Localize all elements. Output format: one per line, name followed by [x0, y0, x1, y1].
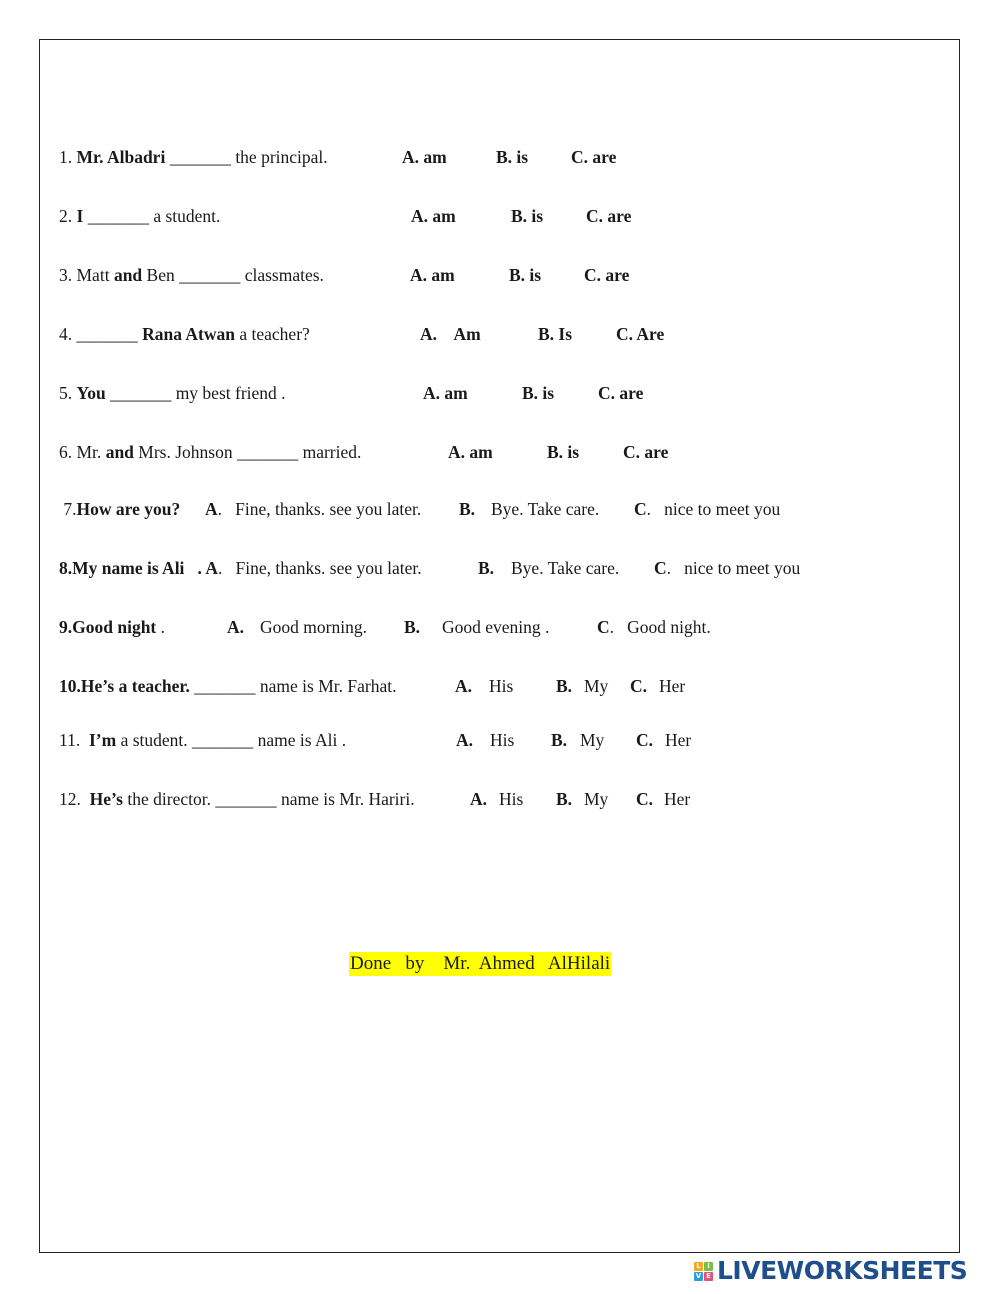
q6-option-b[interactable]: B. is — [547, 442, 580, 462]
q11-option-b[interactable] — [551, 729, 567, 751]
q10-option-c[interactable] — [630, 675, 647, 697]
q10-option-a-text: His — [489, 676, 514, 696]
q3-option-b[interactable]: B. is — [509, 265, 542, 285]
q1-option-c[interactable]: C. are — [571, 147, 617, 167]
q1-option-b[interactable]: B. is — [496, 147, 529, 167]
q2-text-segment: _______ a student. — [83, 206, 221, 226]
q3-text-segment: 3. Matt — [59, 265, 114, 285]
q12-option-a-text: His — [499, 789, 524, 809]
q3-text-segment: Ben _______ classmates. — [142, 265, 324, 285]
q4-option-b[interactable]: B. Is — [538, 324, 573, 344]
q8-option-c[interactable] — [654, 557, 800, 579]
q5-option-c[interactable]: C. are — [598, 383, 644, 403]
q11-option-c-letter: C. — [636, 730, 654, 750]
author-credit: Done by Mr. Ahmed AlHilali — [350, 953, 611, 974]
q2-option-a[interactable]: A. am — [411, 206, 456, 226]
q5-text-segment: You — [76, 383, 106, 403]
q12-option-a[interactable] — [470, 788, 487, 810]
liveworksheets-logo[interactable] — [694, 1257, 967, 1285]
question-12 — [59, 788, 415, 810]
q7-option-c-letter: C — [634, 499, 647, 519]
q8-option-c-text: . nice to meet you — [666, 558, 801, 578]
q9-option-b-letter: B. — [404, 617, 421, 637]
q6-option-a[interactable]: A. am — [448, 442, 493, 462]
q11-bold: I’m — [88, 730, 117, 750]
q11-rest: a student. _______ name is Ali . — [116, 730, 347, 750]
q8-option-a-text[interactable]: . Fine, thanks. see you later. — [217, 558, 422, 578]
q7-option-c[interactable] — [634, 498, 780, 520]
logo-tile-v: V — [695, 1271, 702, 1280]
q10-prompt: 10.He’s a teacher. — [59, 676, 190, 696]
q11-option-b-letter: B. — [551, 730, 568, 750]
question-6 — [59, 441, 361, 463]
q3-text-segment: and — [113, 265, 143, 285]
q12-bold: He’s — [89, 789, 123, 809]
q2-text-segment: 2. — [59, 206, 77, 226]
q2-option-b[interactable]: B. is — [511, 206, 544, 226]
q5-option-b[interactable]: B. is — [522, 383, 555, 403]
q11-option-a-text: His — [490, 730, 515, 750]
q10-option-c-letter: C. — [630, 676, 648, 696]
q10-option-a[interactable] — [455, 675, 472, 697]
q4-text-segment: 4. _______ — [59, 324, 143, 344]
q10-option-b[interactable] — [556, 675, 572, 697]
q11-option-c[interactable] — [636, 729, 653, 751]
q7-number: 7. — [59, 499, 77, 519]
q7-option-b[interactable] — [459, 498, 475, 520]
q11-option-b-text: My — [580, 730, 605, 750]
q4-text-segment: Rana Atwan — [142, 324, 235, 344]
q12-option-c-text: Her — [664, 789, 691, 809]
q9-option-c-letter: C — [597, 617, 610, 637]
q10-option-b-letter: B. — [556, 676, 573, 696]
question-8 — [59, 557, 422, 579]
q9-option-b[interactable] — [404, 616, 420, 638]
q4-option-a[interactable]: A. Am — [420, 324, 481, 344]
q12-option-b[interactable] — [556, 788, 572, 810]
q9-option-c-text: . Good night. — [609, 617, 711, 637]
q1-text-segment: Mr. Albadri — [76, 147, 166, 167]
q9-option-a-letter: A. — [227, 617, 245, 637]
q7-option-a[interactable] — [205, 498, 421, 520]
q8-option-b[interactable] — [478, 557, 494, 579]
q6-text-segment: Mrs. Johnson _______ married. — [133, 442, 362, 462]
q6-text-segment: 6. Mr. — [59, 442, 106, 462]
q7-option-b-letter: B. — [459, 499, 476, 519]
q9-prompt: 9.Good night — [59, 617, 157, 637]
q9-option-a-text: Good morning. — [260, 617, 367, 637]
q12-option-a-letter: A. — [470, 789, 488, 809]
q12-option-b-text: My — [584, 789, 609, 809]
q10-option-c-text: Her — [659, 676, 686, 696]
q7-prompt: How are you? — [76, 499, 181, 519]
logo-tile-i: I — [704, 1262, 713, 1271]
q8-option-b-text: Bye. Take care. — [511, 558, 620, 578]
q10-option-a-letter: A. — [455, 676, 473, 696]
question-9 — [59, 616, 165, 638]
q3-option-c[interactable]: C. are — [584, 265, 630, 285]
question-7 — [59, 498, 180, 520]
q12-rest: the director. _______ name is Mr. Hariri. — [123, 789, 415, 809]
logo-wordmark: LIVEWORKSHEETS — [717, 1256, 968, 1285]
question-11 — [59, 729, 346, 751]
question-10 — [59, 675, 396, 697]
q2-text-segment: I — [76, 206, 84, 226]
q12-option-c[interactable] — [636, 788, 653, 810]
q9-option-a[interactable] — [227, 616, 244, 638]
q11-option-a[interactable] — [456, 729, 473, 751]
q8-option-b-letter: B. — [478, 558, 495, 578]
question-3 — [59, 264, 324, 286]
q2-option-c[interactable]: C. are — [586, 206, 632, 226]
q1-option-a[interactable]: A. am — [402, 147, 447, 167]
q7-option-a-letter: A — [205, 499, 218, 519]
q6-text-segment: and — [105, 442, 134, 462]
q5-option-a[interactable]: A. am — [423, 383, 468, 403]
q7-option-b-text: Bye. Take care. — [491, 499, 600, 519]
question-5 — [59, 382, 286, 404]
q4-text-segment: a teacher? — [235, 324, 310, 344]
q11-number: 11. — [59, 730, 89, 750]
q5-text-segment: 5. — [59, 383, 77, 403]
q8-option-c-letter: C — [654, 558, 667, 578]
q12-option-c-letter: C. — [636, 789, 654, 809]
q9-option-b-text: Good evening . — [442, 617, 550, 637]
logo-tile-l: L — [694, 1262, 703, 1271]
q1-text-segment: _______ the principal. — [165, 147, 328, 167]
q11-option-a-letter: A. — [456, 730, 474, 750]
liveworksheets-icon — [694, 1262, 713, 1281]
q8-prompt: 8.My name is Ali . A — [59, 558, 218, 578]
q10-rest: _______ name is Mr. Farhat. — [189, 676, 397, 696]
q12-number: 12. — [59, 789, 90, 809]
question-2 — [59, 205, 220, 227]
q3-option-a[interactable]: A. am — [410, 265, 455, 285]
q12-option-b-letter: B. — [556, 789, 573, 809]
q1-text-segment: 1. — [59, 147, 77, 167]
logo-tile-e: E — [704, 1272, 713, 1281]
q9-after: . — [156, 617, 165, 637]
q11-option-c-text: Her — [665, 730, 692, 750]
q4-option-c[interactable]: C. Are — [616, 324, 665, 344]
question-1 — [59, 146, 328, 168]
q9-option-c[interactable] — [597, 616, 711, 638]
question-4 — [59, 323, 310, 345]
q6-option-c[interactable]: C. are — [623, 442, 669, 462]
q7-option-a-text: . Fine, thanks. see you later. — [217, 499, 422, 519]
q7-option-c-text: . nice to meet you — [646, 499, 781, 519]
q10-option-b-text: My — [584, 676, 609, 696]
q5-text-segment: _______ my best friend . — [105, 383, 286, 403]
